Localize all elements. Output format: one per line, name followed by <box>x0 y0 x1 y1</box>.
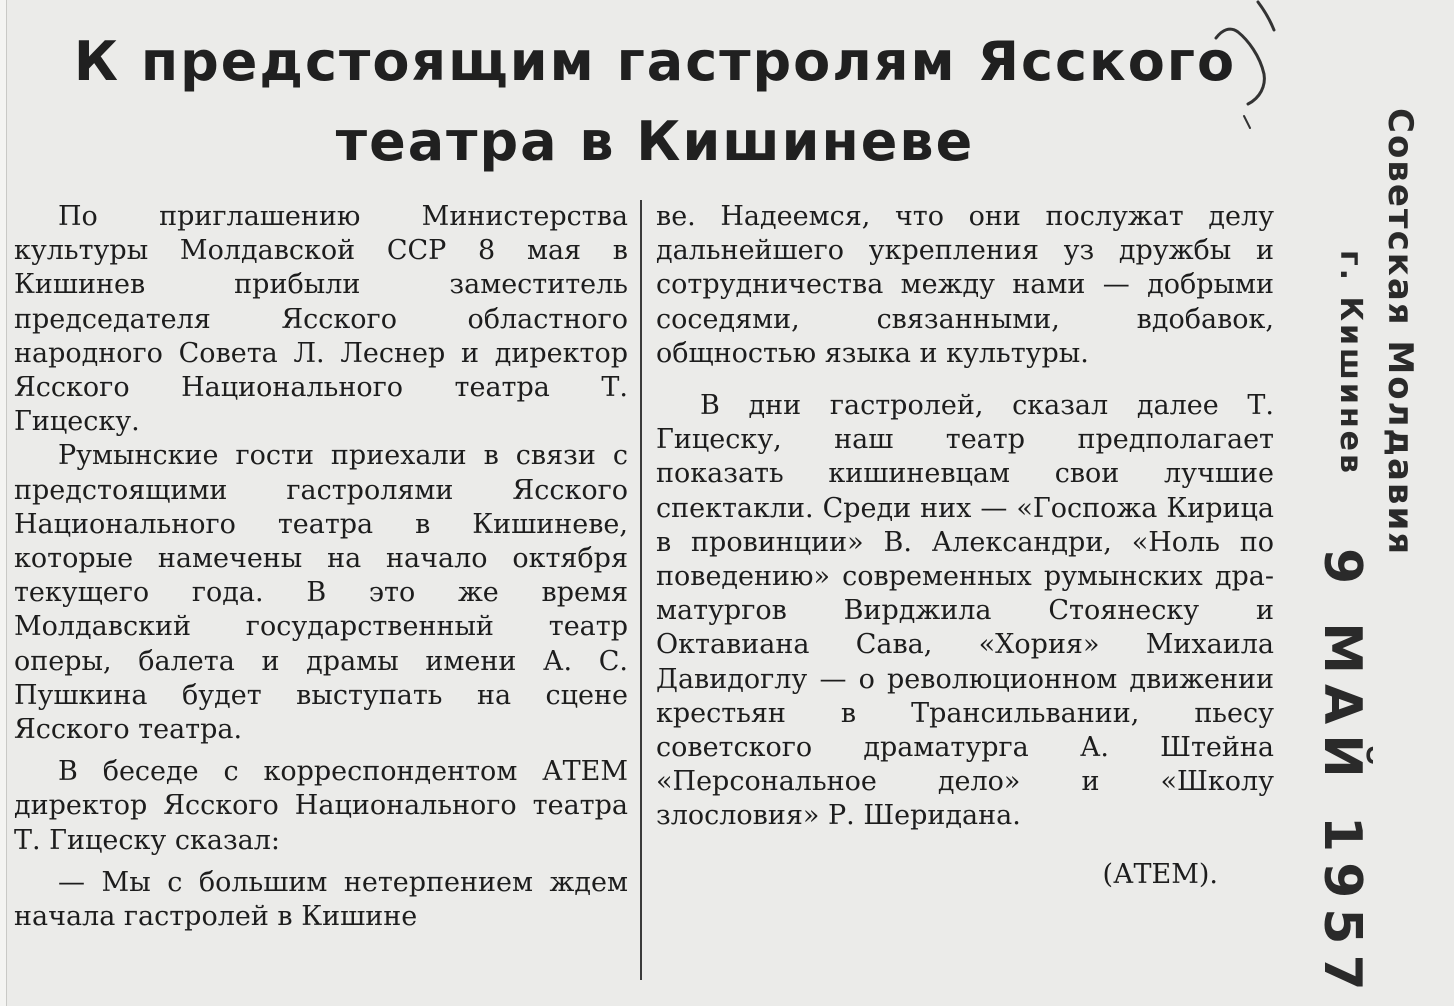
article-column-right <box>656 200 1274 892</box>
headline-line-1: К предстоящим гастролям Ясского <box>73 30 1237 93</box>
stamp-city: г. Кишинев <box>1333 250 1368 476</box>
article-column-left <box>14 200 628 934</box>
paragraph: ве. Надеемся, что они послужат делу дальнейшего укрепления уз дружбы и сотрудничества между нами — добрыми соседями, связанными, вдобавок, общностью языка и культуры. <box>656 201 1274 369</box>
clipping-edge <box>0 0 7 1006</box>
stamp-date: 9 МАЙ 1957 <box>1312 548 1372 1001</box>
paragraph: По приглашению Министерства культуры Молдавской ССР 8 мая в Кишинев прибыли заместитель председателя Ясского областного народного Совета Л. Леснер и директор Ясского Национального театра Т. Гицеску. <box>14 201 628 438</box>
agency-credit: (АТЕМ). <box>1102 858 1218 890</box>
stamp-newspaper-name: Советская Молдавия <box>1380 108 1420 557</box>
paragraph: В дни гастролей, сказал далее Т. Гицеску, наш театр предполагает показать кишиневцам свои лучшие спектакли. Среди них — «Госпожа Кирица в провинции» В. Александри, «Ноль по поведению» современных румынских драматургов Вирджила Стоянеску и Октавиана Сава, «Хория» Михаила Давидоглу — о революционном движении крестьян в Трансильвании, пьесу советского драматурга А. Штейна «Персональное дело» и «Школу злословия» Р. Шеридана. <box>656 390 1274 832</box>
paragraph: Румынские гости приехали в связи с предстоящими гастролями Ясского Национального театра в Кишиневе, которые намечены на начало октября текущего года. В это же время Молдавский государственный театр оперы, балета и драмы имени А. С. Пушкина будет выступать на сцене Ясского театра. <box>14 440 628 746</box>
handwritten-number-mark <box>1208 0 1288 130</box>
headline-line-2: театра в Кишиневе <box>335 110 975 173</box>
paragraph: — Мы с большим нетерпением ждем начала гастролей в Кишине <box>14 866 628 933</box>
column-divider <box>640 200 642 980</box>
paragraph: В беседе с корреспондентом АТЕМ директор Ясского Национального театра Т. Гицеску сказал: <box>14 756 628 856</box>
